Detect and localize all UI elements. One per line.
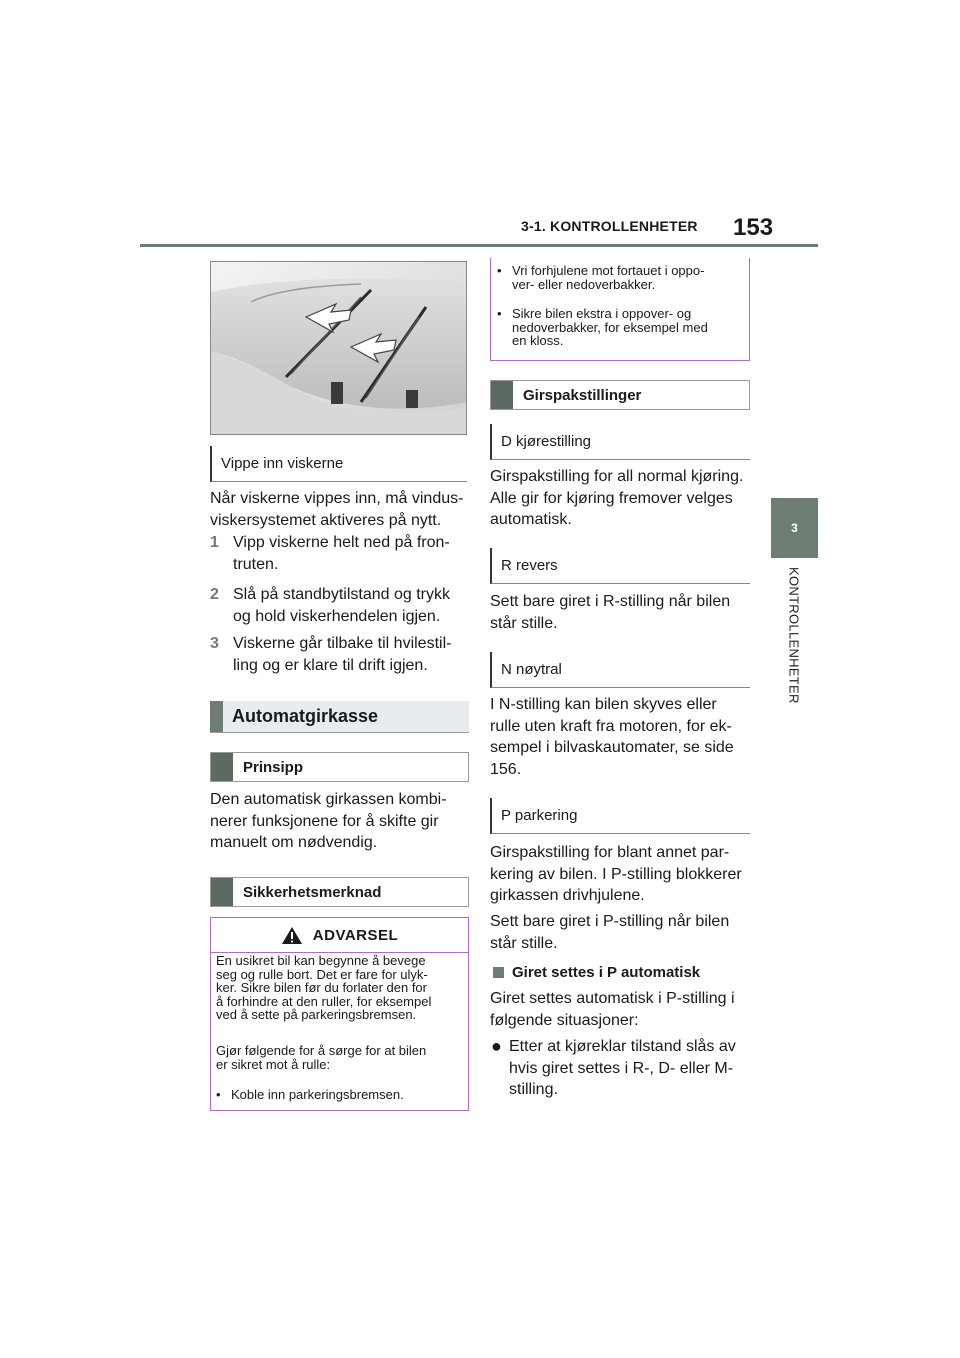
text-p-2 bbox=[490, 911, 752, 954]
heading-bar bbox=[211, 753, 233, 781]
heading-bar bbox=[211, 878, 233, 906]
text-line: stilling. bbox=[509, 1081, 558, 1098]
label-n: N nøytral bbox=[490, 652, 750, 688]
text-line: Girspakstilling for blant annet par- bbox=[490, 844, 730, 861]
step-number: 3 bbox=[210, 635, 219, 652]
text-line: ver- eller nedoverbakker. bbox=[512, 276, 656, 292]
subheading-auto-p bbox=[493, 962, 753, 982]
warning-box bbox=[210, 917, 469, 1111]
warning-title: ADVARSEL bbox=[312, 926, 399, 944]
heading-text: Girspakstillinger bbox=[523, 386, 642, 404]
warning-para-2 bbox=[216, 1044, 466, 1071]
heading-text: Automatgirkasse bbox=[232, 706, 379, 726]
text-line: nedoverbakker, for eksempel med bbox=[512, 319, 708, 335]
label-p: P parkering bbox=[490, 798, 750, 834]
heading-text: Prinsipp bbox=[243, 758, 304, 776]
step-number: 2 bbox=[210, 586, 219, 603]
chapter-tab: 3 bbox=[771, 498, 818, 558]
warning-bullet bbox=[497, 307, 745, 348]
text-line: Alle gir for kjøring fremover velges bbox=[490, 489, 733, 507]
heading-prinsipp bbox=[210, 752, 469, 782]
step-line: Viskerne går tilbake til hvilestil- bbox=[233, 635, 452, 652]
warning-bullet bbox=[497, 264, 745, 291]
intro-line: viskersystemet aktiveres på nytt. bbox=[210, 511, 442, 529]
heading-bar bbox=[210, 701, 223, 732]
text-line: Vri forhjulene mot fortauet i oppo- bbox=[512, 263, 705, 278]
step-line: ling og er klare til drift igjen. bbox=[233, 656, 428, 674]
step-line: Vipp viskerne helt ned på fron- bbox=[233, 534, 450, 551]
warning-header bbox=[211, 918, 468, 953]
wiper-drawing bbox=[211, 262, 467, 435]
text-line: seg og rulle bort. Det er fare for ulyk- bbox=[216, 966, 428, 982]
text-line: en kloss. bbox=[512, 333, 564, 348]
text-line: hvis giret settes i R-, D- eller M- bbox=[509, 1059, 734, 1077]
bullet-mark: • bbox=[497, 263, 502, 278]
text-p bbox=[490, 842, 752, 907]
text-line: Gjør følgende for å sørge for at bilen bbox=[216, 1043, 427, 1058]
intro-text bbox=[210, 488, 470, 531]
text-line: følgende situasjoner: bbox=[490, 1011, 639, 1029]
text-line: En usikret bil kan begynne å bevege bbox=[216, 953, 426, 968]
bullet-mark: • bbox=[216, 1087, 221, 1102]
text-n bbox=[490, 694, 752, 780]
text-line: Sett bare giret i R-stilling når bilen bbox=[490, 593, 731, 610]
warning-bullet bbox=[216, 1088, 466, 1102]
text-line: rulle uten kraft fra motoren, for ek- bbox=[490, 717, 732, 735]
step-line: og hold viskerhendelen igjen. bbox=[233, 607, 441, 625]
square-bullet-icon bbox=[493, 967, 504, 978]
text-line: manuelt om nødvendig. bbox=[210, 834, 378, 851]
warning-box-continued bbox=[490, 258, 750, 361]
text-line: er sikret mot å rulle: bbox=[216, 1056, 331, 1072]
heading-sikkerhetsmerknad bbox=[210, 877, 469, 907]
step-3 bbox=[210, 633, 470, 676]
image-caption: Vippe inn viskerne bbox=[210, 446, 467, 482]
chapter-label-text: KONTROLLENHETER bbox=[786, 567, 802, 704]
chapter-side-label bbox=[772, 567, 816, 727]
wiper-illustration bbox=[210, 261, 467, 435]
text-auto bbox=[490, 988, 752, 1031]
label-r: R revers bbox=[490, 548, 750, 584]
text-line: ker. Sikre bilen før du forlater den for bbox=[216, 980, 427, 995]
text-line: Giret settes automatisk i P-stilling i bbox=[490, 990, 735, 1007]
text-line: Den automatisk girkassen kombi- bbox=[210, 791, 447, 808]
step-line: truten. bbox=[233, 555, 279, 573]
heading-automatgirkasse bbox=[210, 701, 469, 733]
warning-triangle-icon bbox=[281, 926, 303, 945]
step-1 bbox=[210, 532, 470, 575]
bullet-mark: ● bbox=[491, 1036, 502, 1056]
bullet-mark: • bbox=[497, 306, 502, 321]
warning-para-1 bbox=[216, 954, 466, 1022]
text-line: Sett bare giret i P-stilling når bilen bbox=[490, 913, 730, 930]
text-line: kering av bilen. I P-stilling blokkerer bbox=[490, 865, 742, 883]
header-rule bbox=[140, 244, 818, 247]
heading-bar bbox=[491, 381, 513, 409]
text-line: sempel i bilvaskautomater, se side bbox=[490, 739, 734, 756]
text-line: står stille. bbox=[490, 614, 558, 632]
text-line: 156. bbox=[490, 760, 522, 778]
page-number: 153 bbox=[733, 214, 774, 241]
label-d: D kjørestilling bbox=[490, 424, 750, 460]
step-line: Slå på standbytilstand og trykk bbox=[233, 586, 451, 603]
subheading-text: Giret settes i P automatisk bbox=[512, 963, 701, 981]
heading-text: Sikkerhetsmerknad bbox=[243, 883, 382, 901]
step-2 bbox=[210, 584, 470, 627]
heading-girspakstillinger bbox=[490, 380, 750, 410]
text-line: I N-stilling kan bilen skyves eller bbox=[490, 696, 717, 713]
text-line: nerer funksjonene for å skifte gir bbox=[210, 812, 439, 830]
text-line: Etter at kjøreklar tilstand slås av bbox=[509, 1038, 736, 1055]
text-r bbox=[490, 591, 752, 634]
text-line: automatisk. bbox=[490, 511, 572, 528]
text-line: står stille. bbox=[490, 934, 558, 952]
section-title: 3-1. KONTROLLENHETER bbox=[521, 218, 698, 234]
text-line: Girspakstilling for all normal kjøring. bbox=[490, 468, 744, 485]
text-line: ved å sette på parkeringsbremsen. bbox=[216, 1007, 417, 1022]
intro-line: Når viskerne vippes inn, må vindus- bbox=[210, 490, 464, 507]
text-line: å forhindre at den ruller, for eksempel bbox=[216, 993, 432, 1009]
step-number: 1 bbox=[210, 534, 219, 551]
text-line: Sikre bilen ekstra i oppover- og bbox=[512, 306, 692, 321]
bullet-text: Koble inn parkeringsbremsen. bbox=[231, 1087, 404, 1102]
text-line: girkassen drivhjulene. bbox=[490, 887, 645, 904]
text-d bbox=[490, 466, 752, 531]
auto-bullet bbox=[491, 1036, 753, 1101]
principle-text bbox=[210, 789, 470, 854]
